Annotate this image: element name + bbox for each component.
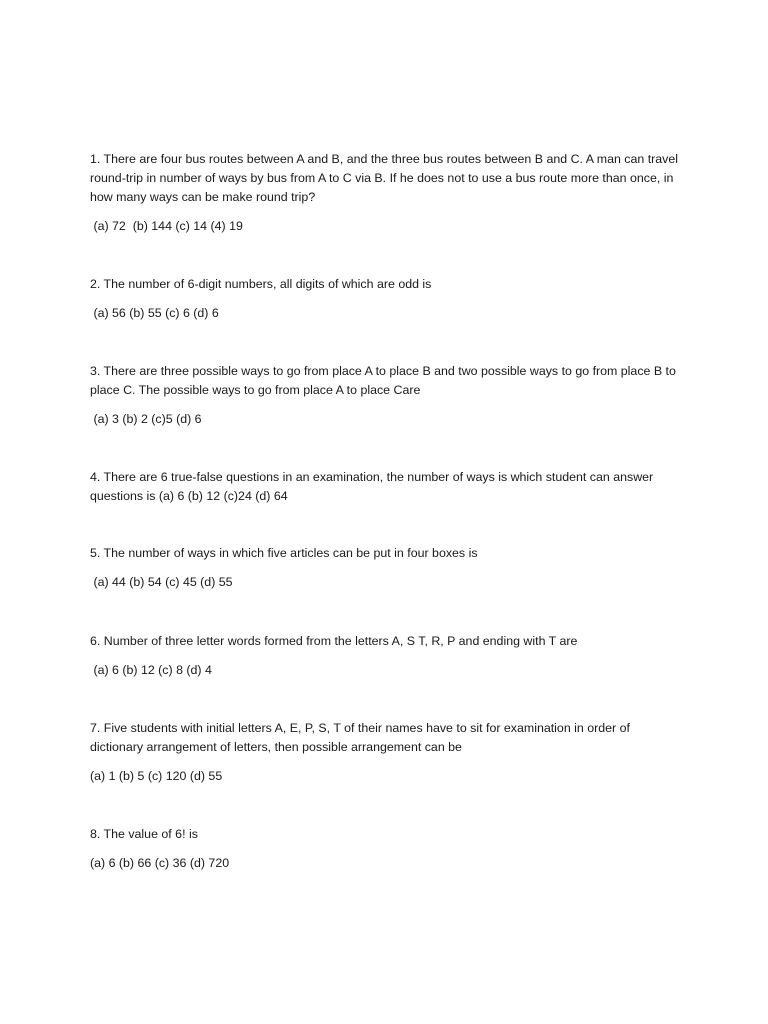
question-7: [90, 719, 686, 786]
question-6: [90, 632, 686, 680]
question-7-options: (a) 1 (b) 5 (c) 120 (d) 55: [90, 769, 223, 783]
question-8: [90, 825, 686, 873]
question-7-text: 7. Five students with initial letters A, E, P, S, T of their names have to sit for examination in order of dictionary arrangement of letters, then possible arrangement can be: [90, 721, 630, 754]
question-2: [90, 275, 686, 323]
question-6-options: (a) 6 (b) 12 (c) 8 (d) 4: [90, 663, 212, 677]
question-2-options: (a) 56 (b) 55 (c) 6 (d) 6: [90, 306, 219, 320]
question-4-text: 4. There are 6 true-false questions in an examination, the number of ways is which student can answer questions is (a) 6 (b) 12 (c)24 (d) 64: [90, 470, 654, 503]
question-2-text: 2. The number of 6-digit numbers, all digits of which are odd is: [90, 277, 432, 291]
question-5-options: (a) 44 (b) 54 (c) 45 (d) 55: [90, 575, 233, 589]
question-3: [90, 362, 686, 429]
question-5: [90, 544, 686, 592]
question-5-text: 5. The number of ways in which five articles can be put in four boxes is: [90, 546, 478, 560]
question-6-text: 6. Number of three letter words formed from the letters A, S T, R, P and ending with T are: [90, 634, 578, 648]
question-1: [90, 150, 686, 236]
question-4: [90, 468, 686, 506]
question-1-text: 1. There are four bus routes between A and B, and the three bus routes between B and C. A man can travel round-trip in number of ways by bus from A to C via B. If he does not to use a bus route more than once, in how many ways can be make round trip?: [90, 152, 679, 204]
question-8-options: (a) 6 (b) 66 (c) 36 (d) 720: [90, 856, 230, 870]
question-3-text: 3. There are three possible ways to go from place A to place B and two possible ways to go from place B to place C. The possible ways to go from place A to place Care: [90, 364, 676, 397]
question-8-text: 8. The value of 6! is: [90, 827, 198, 841]
question-1-options: (a) 72 (b) 144 (c) 14 (4) 19: [90, 219, 243, 233]
question-3-options: (a) 3 (b) 2 (c)5 (d) 6: [90, 412, 202, 426]
